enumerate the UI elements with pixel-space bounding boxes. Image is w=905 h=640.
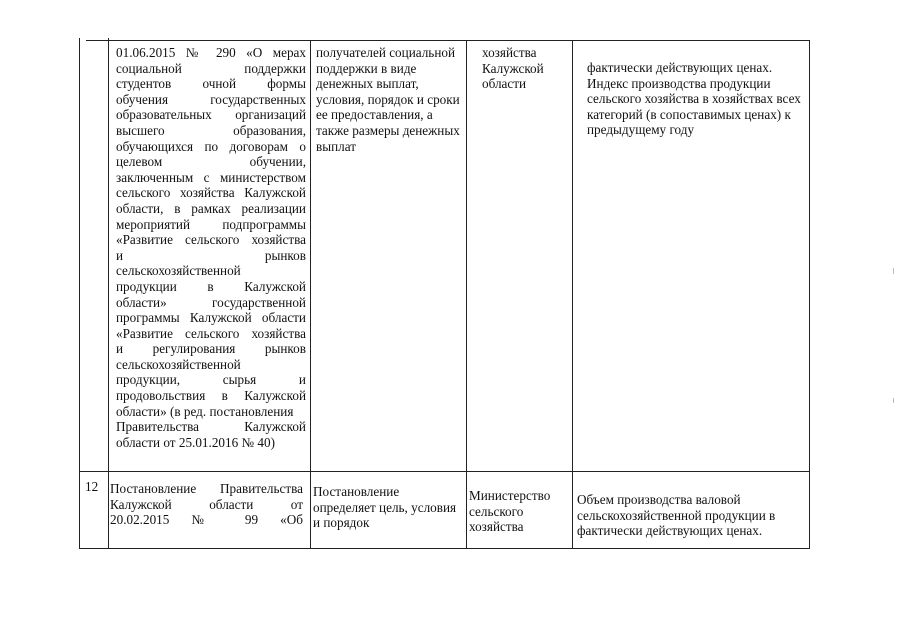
text-line: денежных выплат, [316,76,419,92]
text-line: мероприятий подпрограммы [116,216,306,232]
text-line: продукции в Калужской [116,278,306,294]
text-line: целевом обучении, [116,154,306,170]
text-line: Индекс производства продукции [587,75,771,91]
table-col-divider-3 [466,40,467,549]
scan-mark [893,268,894,274]
text-line: Постановление Правительства [110,481,303,496]
text-line: продовольствия в Калужской [116,388,306,404]
text-line: обучения государственных [116,91,306,107]
text-line: области» (в ред. постановления [116,403,294,419]
text-line: категорий (в сопоставимых ценах) к [587,106,791,122]
text-line: области, в рамках реализации [116,200,306,216]
text-line: сельского [469,503,524,519]
text-line: высшего образования, [116,122,306,138]
text-line: программы Калужской области [116,310,306,326]
text-line: продукции, сырья и [116,372,306,388]
table-col-divider-2 [310,40,311,549]
text-line: ее предоставления, а [316,107,433,123]
text-line: области от 25.01.2016 № 40) [116,434,275,450]
row12-content-cell [313,484,465,531]
text-line: студентов очной формы [116,76,306,92]
text-line: предыдущему году [587,122,695,138]
text-line: образовательных организаций [116,107,306,123]
table-col-divider-4 [572,40,573,549]
text-line: сельскохозяйственной [116,263,241,279]
text-line: также размеры денежных [316,122,460,138]
text-line: и регулирования рынков [116,341,306,357]
scan-mark [893,398,894,403]
text-line: хозяйства [469,519,524,535]
text-line: 20.02.2015 № 99 «Об [110,512,303,528]
text-line: условия, порядок и сроки [316,91,460,107]
text-line: обучающихся по договорам о [116,138,306,154]
text-line: сельского хозяйства Калужской [116,185,306,201]
text-line: определяет цель, условия [313,499,457,515]
text-line: Калужской области от [110,496,303,512]
row11-indicator-cell [587,60,807,138]
table-row-divider [79,471,810,472]
text-line: фактически действующих ценах. [587,60,773,75]
text-line: Правительства Калужской [116,419,306,435]
text-line: социальной поддержки [116,60,306,76]
text-line: Калужской [482,60,544,76]
text-line: Министерство [469,488,551,503]
row12-document-cell [110,481,303,528]
row11-document-cell [116,45,306,450]
text-line: сельскохозяйственной продукции в [577,507,776,523]
text-line: области [482,76,527,92]
table-top-border [86,40,809,41]
text-line: выплат [316,138,357,154]
text-line: Постановление [313,484,400,499]
text-line: области» государственной [116,294,306,310]
row11-content-cell [316,45,464,154]
text-line: поддержки в виде [316,60,417,76]
table-bottom-border [79,548,810,549]
text-line: и порядок [313,515,370,531]
text-line: хозяйства [482,45,537,60]
row12-number: 12 [85,479,99,494]
row12-indicator-cell [577,492,807,539]
table-left-border [79,38,80,549]
text-line: 01.06.2015 № 290 «О мерах [116,45,306,60]
text-line: «Развитие сельского хозяйства [116,232,306,248]
text-line: «Развитие сельского хозяйства [116,325,306,341]
text-line: получателей социальной [316,45,456,60]
text-line: сельского хозяйства в хозяйствах всех [587,91,801,107]
text-line: Объем производства валовой [577,492,741,507]
text-line: и рынков [116,247,306,263]
text-line: фактически действующих ценах. [577,523,763,539]
row11-executor-cell [482,45,570,92]
row12-executor-cell [469,488,569,535]
text-line: заключенным с министерством [116,169,306,185]
table-right-border [809,40,810,549]
table-col-divider-1 [108,38,109,549]
text-line: сельскохозяйственной [116,356,241,372]
